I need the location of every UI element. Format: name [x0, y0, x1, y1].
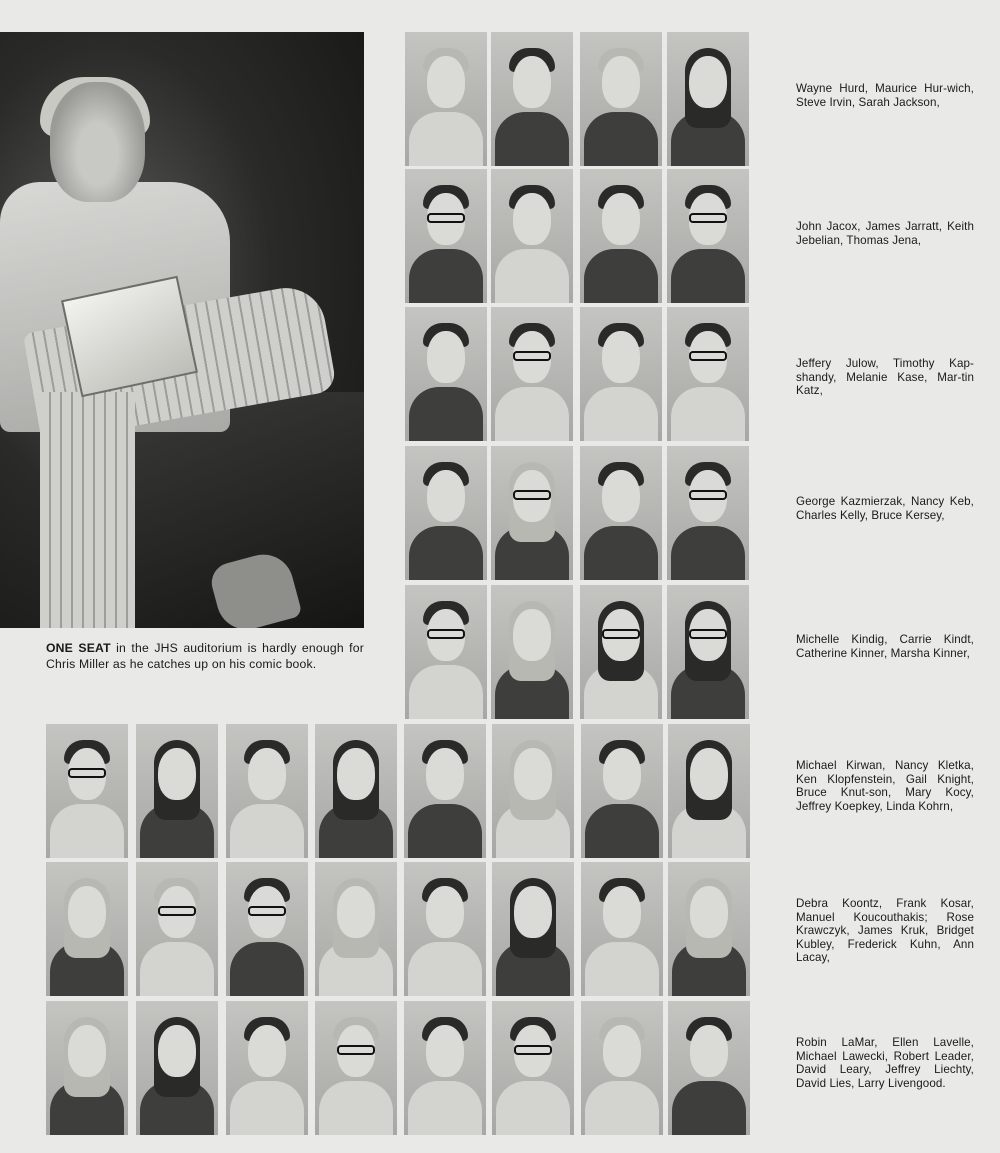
- student-portrait: [46, 724, 128, 858]
- portrait-face: [513, 609, 551, 661]
- glasses-icon: [68, 768, 106, 778]
- glasses-icon: [689, 213, 727, 223]
- glasses-icon: [513, 351, 551, 361]
- glasses-icon: [602, 629, 640, 639]
- student-shin: [40, 392, 135, 628]
- portrait-body: [671, 249, 745, 303]
- portrait-face: [603, 886, 641, 938]
- portrait-body: [584, 112, 658, 166]
- student-portrait: [491, 32, 573, 166]
- portrait-face: [337, 886, 375, 938]
- names-row-7: Debra Koontz, Frank Kosar, Manuel Koucouthakis; Rose Krawczyk, James Kruk, Bridget Kubley, Frederick Kuhn, Ann Lacay,: [796, 897, 974, 965]
- names-row-2: John Jacox, James Jarratt, Keith Jebelian, Thomas Jena,: [796, 220, 974, 247]
- portrait-body: [408, 804, 482, 858]
- photo-caption: [46, 640, 364, 672]
- portrait-face: [689, 56, 727, 108]
- glasses-icon: [689, 629, 727, 639]
- portrait-body: [495, 249, 569, 303]
- student-portrait: [492, 724, 574, 858]
- names-row-6: Michael Kirwan, Nancy Kletka, Ken Klopfenstein, Gail Knight, Bruce Knut-son, Mary Kocy, Jeffrey Koepkey, Linda Kohrn,: [796, 759, 974, 813]
- portrait-face: [426, 748, 464, 800]
- student-head: [50, 82, 145, 202]
- glasses-icon: [158, 906, 196, 916]
- glasses-icon: [514, 1045, 552, 1055]
- portrait-body: [230, 804, 304, 858]
- portrait-face: [603, 748, 641, 800]
- portrait-face: [248, 1025, 286, 1077]
- caption-lead: ONE SEAT: [46, 641, 111, 655]
- portrait-body: [409, 387, 483, 441]
- student-portrait: [492, 862, 574, 996]
- portrait-body: [409, 249, 483, 303]
- student-portrait: [226, 862, 308, 996]
- portrait-body: [585, 942, 659, 996]
- portrait-face: [602, 470, 640, 522]
- portrait-face: [513, 193, 551, 245]
- student-portrait: [315, 1001, 397, 1135]
- student-portrait: [581, 1001, 663, 1135]
- student-portrait: [404, 862, 486, 996]
- student-portrait: [405, 307, 487, 441]
- caption-text: in the JHS auditorium is hardly enough for Chris Miller as he catches up on his comic book.: [46, 641, 364, 671]
- student-portrait: [667, 446, 749, 580]
- portrait-body: [140, 942, 214, 996]
- portrait-body: [409, 526, 483, 580]
- student-portrait: [580, 32, 662, 166]
- student-portrait: [580, 169, 662, 303]
- portrait-face: [158, 748, 196, 800]
- student-portrait: [315, 862, 397, 996]
- student-portrait: [581, 862, 663, 996]
- student-portrait: [404, 1001, 486, 1135]
- student-portrait: [491, 307, 573, 441]
- portrait-body: [672, 1081, 746, 1135]
- student-portrait: [46, 862, 128, 996]
- portrait-body: [495, 112, 569, 166]
- portrait-body: [409, 112, 483, 166]
- portrait-body: [671, 387, 745, 441]
- student-portrait: [46, 1001, 128, 1135]
- portrait-face: [426, 1025, 464, 1077]
- portrait-face: [158, 1025, 196, 1077]
- student-portrait: [581, 724, 663, 858]
- portrait-body: [495, 387, 569, 441]
- portrait-body: [408, 1081, 482, 1135]
- student-portrait: [580, 307, 662, 441]
- glasses-icon: [337, 1045, 375, 1055]
- student-portrait: [404, 724, 486, 858]
- portrait-body: [408, 942, 482, 996]
- portrait-face: [248, 748, 286, 800]
- student-portrait: [667, 307, 749, 441]
- portrait-body: [409, 665, 483, 719]
- portrait-face: [690, 886, 728, 938]
- student-portrait: [668, 862, 750, 996]
- portrait-face: [68, 886, 106, 938]
- student-portrait: [667, 585, 749, 719]
- portrait-body: [319, 1081, 393, 1135]
- portrait-body: [496, 1081, 570, 1135]
- portrait-body: [584, 249, 658, 303]
- student-portrait: [405, 446, 487, 580]
- portrait-face: [690, 748, 728, 800]
- student-portrait: [580, 446, 662, 580]
- portrait-body: [585, 1081, 659, 1135]
- student-portrait: [136, 862, 218, 996]
- portrait-face: [690, 1025, 728, 1077]
- portrait-body: [671, 526, 745, 580]
- portrait-body: [230, 1081, 304, 1135]
- names-row-3: Jeffery Julow, Timothy Kap-shandy, Melanie Kase, Mar-tin Katz,: [796, 357, 974, 398]
- student-portrait: [667, 169, 749, 303]
- student-portrait: [491, 585, 573, 719]
- portrait-body: [584, 387, 658, 441]
- portrait-face: [602, 193, 640, 245]
- student-portrait: [315, 724, 397, 858]
- student-portrait: [491, 169, 573, 303]
- glasses-icon: [427, 213, 465, 223]
- candid-photo: [0, 32, 364, 628]
- student-portrait: [226, 1001, 308, 1135]
- portrait-face: [602, 56, 640, 108]
- portrait-face: [514, 748, 552, 800]
- student-portrait: [226, 724, 308, 858]
- glasses-icon: [248, 906, 286, 916]
- portrait-face: [337, 748, 375, 800]
- portrait-body: [585, 804, 659, 858]
- glasses-icon: [427, 629, 465, 639]
- portrait-face: [427, 331, 465, 383]
- student-portrait: [491, 446, 573, 580]
- portrait-face: [426, 886, 464, 938]
- student-portrait: [667, 32, 749, 166]
- glasses-icon: [513, 490, 551, 500]
- names-row-8: Robin LaMar, Ellen Lavelle, Michael Lawecki, Robert Leader, David Leary, Jeffrey Liechty, David Lies, Larry Livengood.: [796, 1036, 974, 1090]
- portrait-face: [514, 886, 552, 938]
- names-row-5: Michelle Kindig, Carrie Kindt, Catherine Kinner, Marsha Kinner,: [796, 633, 974, 660]
- portrait-body: [230, 942, 304, 996]
- names-row-4: George Kazmierzak, Nancy Keb, Charles Kelly, Bruce Kersey,: [796, 495, 974, 522]
- student-portrait: [405, 169, 487, 303]
- portrait-face: [427, 470, 465, 522]
- portrait-face: [427, 56, 465, 108]
- portrait-face: [603, 1025, 641, 1077]
- portrait-face: [602, 331, 640, 383]
- names-row-1: Wayne Hurd, Maurice Hur-wich, Steve Irvin, Sarah Jackson,: [796, 82, 974, 109]
- student-portrait: [136, 1001, 218, 1135]
- student-portrait: [136, 724, 218, 858]
- student-portrait: [405, 585, 487, 719]
- portrait-face: [68, 1025, 106, 1077]
- student-portrait: [492, 1001, 574, 1135]
- glasses-icon: [689, 351, 727, 361]
- portrait-body: [584, 526, 658, 580]
- student-portrait: [668, 1001, 750, 1135]
- student-portrait: [668, 724, 750, 858]
- portrait-face: [513, 56, 551, 108]
- student-portrait: [580, 585, 662, 719]
- student-portrait: [405, 32, 487, 166]
- glasses-icon: [689, 490, 727, 500]
- portrait-body: [50, 804, 124, 858]
